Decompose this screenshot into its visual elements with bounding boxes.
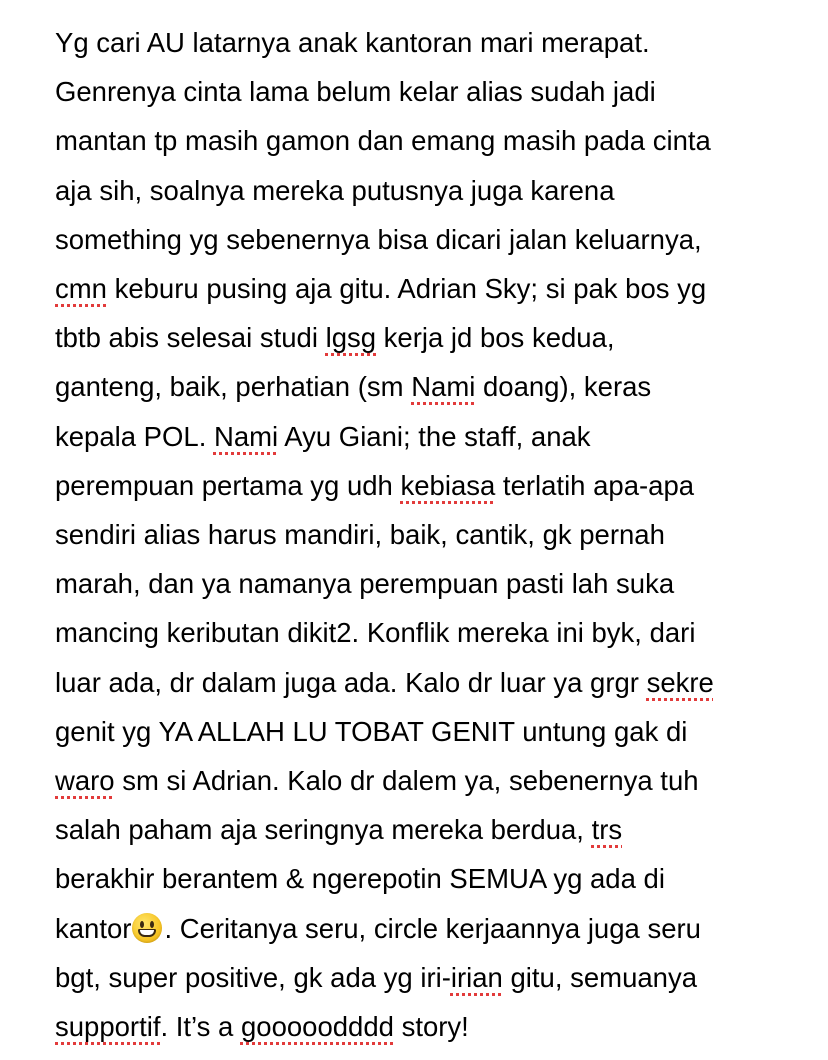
text-segment: ganteng, baik, perhatian (sm xyxy=(55,371,412,403)
text-line xyxy=(55,362,795,411)
text-line xyxy=(55,559,795,608)
text-segment: marah, dan ya namanya perempuan pasti lah suka xyxy=(55,568,675,600)
text-line xyxy=(55,707,795,756)
text-segment: luar ada, dr dalam juga ada. Kalo dr luar ya grgr xyxy=(55,666,647,698)
misspelled-word[interactable]: supportif xyxy=(55,1011,161,1043)
text-segment: Genrenya cinta lama belum kelar alias sudah jadi xyxy=(55,76,656,108)
text-segment: sendiri alias harus mandiri, baik, cantik, gk pernah xyxy=(55,519,665,551)
misspelled-word[interactable]: irian xyxy=(450,961,503,993)
text-segment: mancing keributan dikit2. Konflik mereka ini byk, dari xyxy=(55,617,696,649)
text-segment: kepala POL. xyxy=(55,420,214,452)
text-line xyxy=(55,264,795,313)
text-line xyxy=(55,953,795,1002)
text-segment: tbtb abis selesai studi xyxy=(55,322,326,354)
text-segment: terlatih apa-apa xyxy=(495,469,695,501)
text-line xyxy=(55,166,795,215)
text-line xyxy=(55,18,795,67)
misspelled-word[interactable]: Nami xyxy=(411,371,476,403)
misspelled-word[interactable]: waro xyxy=(55,765,115,797)
text-segment: Yg cari AU latarnya anak kantoran mari merapat. xyxy=(55,27,650,58)
misspelled-word[interactable]: Nami xyxy=(213,420,279,452)
text-segment: salah paham aja seringnya mereka berdua, xyxy=(55,814,592,846)
text-segment: kerja jd bos kedua, xyxy=(376,322,615,354)
text-line xyxy=(55,608,795,657)
text-line xyxy=(55,756,795,805)
misspelled-word[interactable]: kebiasa xyxy=(400,469,496,501)
text-segment: genit yg YA ALLAH LU TOBAT GENIT untung gak di xyxy=(55,715,688,747)
text-line xyxy=(55,658,795,707)
text-segment: Ayu Giani; the staff, anak xyxy=(278,420,591,452)
text-line xyxy=(55,461,795,510)
text-line xyxy=(55,1002,795,1051)
text-segment: doang), keras xyxy=(475,371,652,403)
misspelled-word[interactable]: trs xyxy=(591,814,623,846)
misspelled-word[interactable]: cmn xyxy=(55,273,107,305)
misspelled-word[interactable]: gooooodddd xyxy=(240,1011,394,1043)
text-line xyxy=(55,67,795,116)
text-segment: . Ceritanya seru, circle kerjaannya juga seru xyxy=(164,912,701,944)
text-segment: keburu pusing aja gitu. Adrian Sky; si pak bos yg xyxy=(106,273,707,305)
text-segment: kantor xyxy=(55,912,132,944)
text-line xyxy=(55,215,795,264)
text-segment: . It’s a xyxy=(160,1011,241,1043)
text-line xyxy=(55,412,795,461)
note-text-body[interactable] xyxy=(55,18,795,1051)
text-line xyxy=(55,904,795,953)
text-line xyxy=(55,510,795,559)
text-segment: story! xyxy=(393,1011,469,1043)
text-segment: aja sih, soalnya mereka putusnya juga karena xyxy=(55,174,615,206)
text-line xyxy=(55,854,795,903)
text-segment: sm si Adrian. Kalo dr dalem ya, sebenernya tuh xyxy=(114,765,699,797)
text-segment: perempuan pertama yg udh xyxy=(55,469,401,501)
text-line xyxy=(55,116,795,165)
text-segment: bgt, super positive, gk ada yg iri- xyxy=(55,961,451,993)
text-segment: gitu, semuanya xyxy=(502,961,697,993)
grinning-face-icon xyxy=(132,913,162,943)
misspelled-word[interactable]: sekre xyxy=(646,666,714,698)
misspelled-word[interactable]: lgsg xyxy=(325,322,377,354)
text-segment: mantan tp masih gamon dan emang masih pada cinta xyxy=(55,125,711,157)
text-segment: berakhir berantem & ngerepotin SEMUA yg ada di xyxy=(55,863,665,895)
text-line xyxy=(55,313,795,362)
text-line xyxy=(55,805,795,854)
text-segment: something yg sebenernya bisa dicari jalan keluarnya, xyxy=(55,223,702,255)
